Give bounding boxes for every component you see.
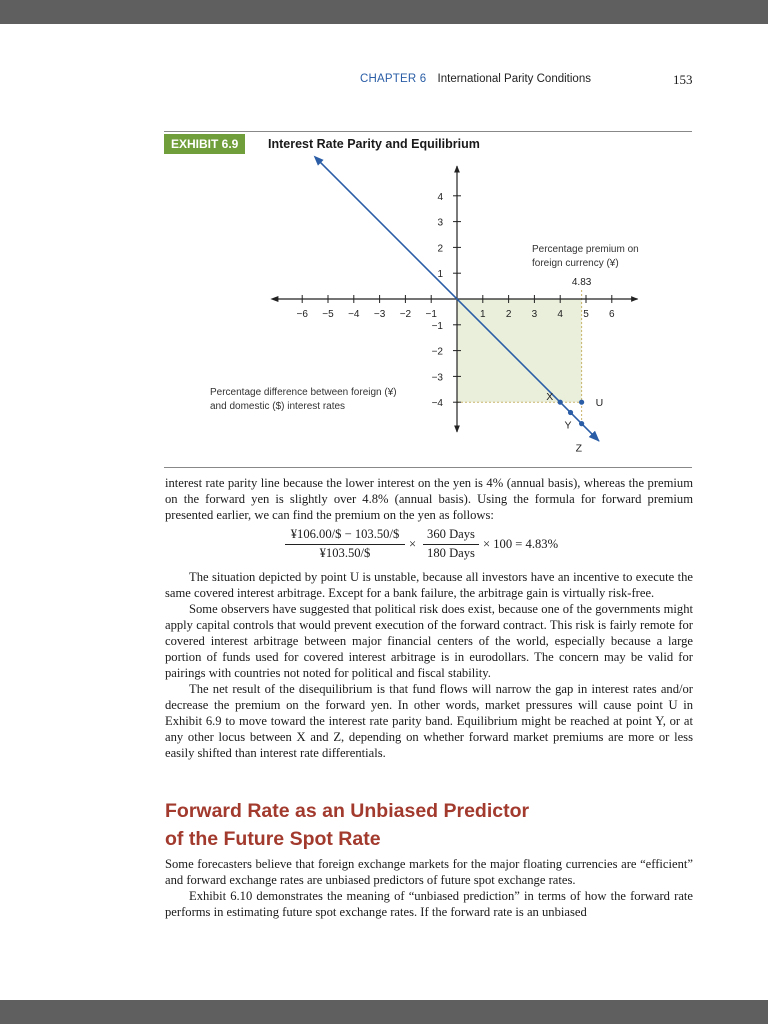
x-tick-label: −2: [399, 309, 412, 320]
point-z: [579, 421, 584, 426]
formula-fraction-bar-1: [285, 544, 405, 545]
x-tick-label: 5: [583, 309, 589, 320]
point-label-u: U: [595, 397, 604, 410]
y-tick-label: −1: [431, 320, 443, 332]
y-tick-label: −4: [431, 398, 443, 410]
y-tick-label: −2: [431, 346, 443, 358]
y-tick-label: 2: [437, 243, 443, 255]
x-axis-left-arrow: [270, 296, 278, 302]
y-tick-label: −3: [431, 372, 443, 384]
section-heading-line-2: of the Future Spot Rate: [165, 828, 381, 850]
section-heading-line-1: Forward Rate as an Unbiased Predictor: [165, 800, 530, 822]
point-x: [558, 400, 563, 405]
paragraph-3: Some observers have suggested that political risk does exist, because one of the governments might apply capital controls that would prevent execution of the forward contract. This risk is fairly remote for covered interest arbitrage between major financial centers of the world, especially because a large portion of funds used for covered interest arbitrage is in eurodollars. The concern may be valid for pairings with countries not noted for political and fiscal stability.: [165, 602, 693, 680]
y-tick-labels: [432, 192, 444, 409]
y-tick-label: 4: [437, 191, 443, 203]
x-tick-label: 6: [609, 309, 615, 320]
book-page: [0, 24, 768, 1000]
x-tick-label: −5: [322, 309, 334, 320]
viewer-top-bar: [0, 0, 768, 24]
point-label-y: Y: [564, 419, 572, 432]
y-tick-label: 3: [437, 217, 443, 229]
x-tick-label: −4: [348, 309, 360, 320]
viewer-bottom-bar: [0, 1000, 768, 1024]
point-label-x: X: [546, 391, 554, 404]
formula-denominator-1: ¥103.50/$: [319, 546, 371, 560]
exhibit-bottom-rule: [164, 467, 692, 468]
x-tick-label: −1: [425, 309, 437, 320]
reference-value-label: 4.83: [571, 276, 592, 288]
point-label-z: Z: [575, 442, 583, 455]
formula-times-sign: ×: [409, 537, 417, 551]
y-tick-label: 1: [437, 269, 443, 281]
y-axis-label-line-1: Percentage premium on: [532, 244, 639, 255]
body-paragraphs: [165, 569, 693, 761]
point-y: [568, 410, 573, 415]
section-heading: [165, 797, 529, 853]
formula-numerator-2: 360 Days: [427, 527, 475, 541]
formula-result: × 100 = 4.83%: [483, 537, 559, 551]
y-axis-label-line-2: foreign currency (¥): [532, 258, 619, 269]
x-tick-label: −3: [373, 309, 386, 320]
paragraph-2: The situation depicted by point U is unstable, because all investors have an incentive to execute the same covered interest arbitrage. Except for a bank failure, the arbitrage gain is virtually risk-free.: [165, 570, 693, 600]
x-tick-label: 4: [557, 309, 563, 320]
x-axis-label-line-1: Percentage difference between foreign (¥): [210, 387, 397, 398]
page-number: 153: [673, 72, 693, 87]
paragraph-4: The net result of the disequilibrium is that fund flows will narrow the gap in interest rates and/or decrease the premium on the forward yen. In other words, market pressures will cause point U in Exhibit 6.9 to move toward the interest rate parity band. Equilibrium might be reached at point Y, or at any other locus between X and Z, depending on whether forward market premiums are more or less easily shifted than interest rate differentials.: [165, 682, 693, 760]
paragraph-text: interest rate parity line because the lower interest on the yen is 4% (annual basis), whereas the premium on the forward yen is slightly over 4.8% (annual basis). Using the formula for forward premium presented earlier, we can find the premium on the yen as follows:: [165, 476, 693, 522]
x-tick-label: 2: [505, 309, 512, 320]
section-paragraph-1: Some forecasters believe that foreign exchange markets for the major floating currencies are “efficient” and forward exchange rates are unbiased predictors of future spot exchange rates.: [165, 857, 693, 887]
formula-denominator-2: 180 Days: [427, 546, 475, 560]
x-tick-label: 1: [480, 309, 486, 320]
exhibit-title: Interest Rate Parity and Equilibrium: [268, 137, 480, 151]
section-paragraphs: [165, 856, 693, 920]
formula-fraction-bar-2: [423, 544, 479, 545]
x-tick-label: 3: [531, 309, 538, 320]
point-u: [579, 400, 584, 405]
chapter-label: CHAPTER 6: [360, 73, 427, 85]
x-axis-label-line-2: and domestic ($) interest rates: [210, 401, 346, 412]
section-paragraph-2: Exhibit 6.10 demonstrates the meaning of “unbiased prediction” in terms of how the forward rate performs in estimating future spot exchange rates. If the forward rate is an unbiased: [165, 889, 693, 919]
x-tick-label: −6: [296, 309, 308, 320]
chapter-title: International Parity Conditions: [437, 73, 591, 85]
body-paragraph-1: [165, 475, 693, 523]
formula-numerator-1: ¥106.00/$ − 103.50/$: [290, 527, 400, 541]
exhibit-label: EXHIBIT 6.9: [164, 134, 245, 154]
